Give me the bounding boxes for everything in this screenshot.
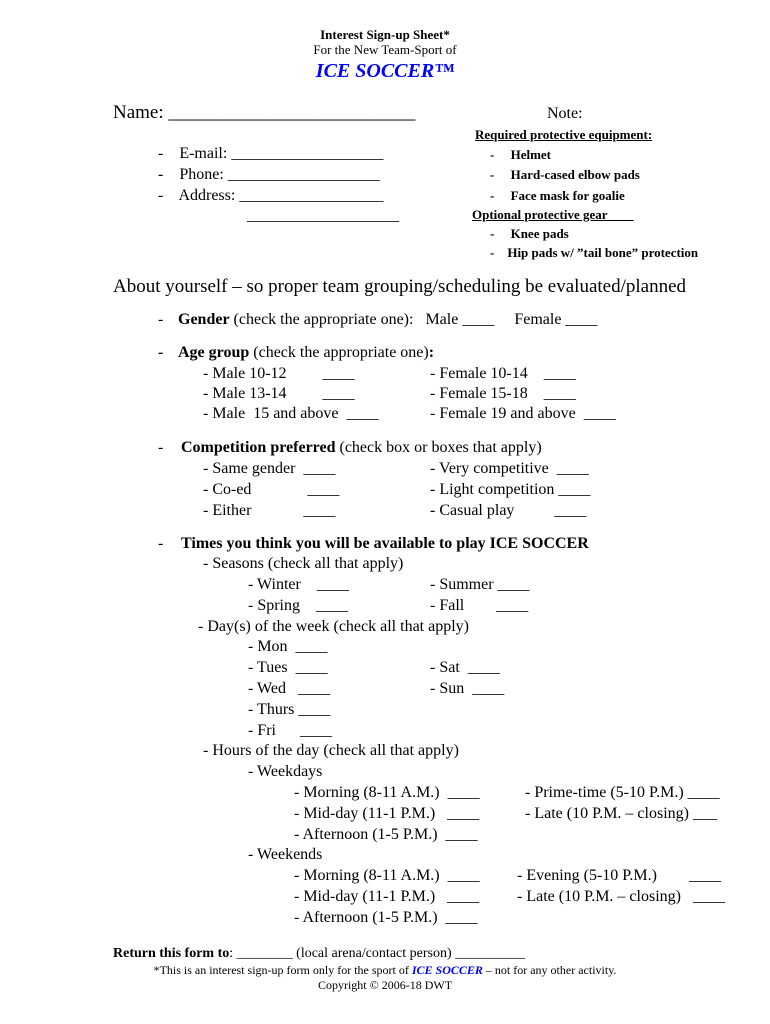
weekend-afternoon[interactable]: - Afternoon (1-5 P.M.) ____ [294,909,478,926]
gender-dash: - [158,311,164,328]
disclaimer-sport: ICE SOCCER [411,963,483,977]
required-item-elbow-pads: - Hard-cased elbow pads [490,167,640,182]
weekend-morning[interactable]: - Morning (8-11 A.M.) ____ [294,867,480,884]
competition-light[interactable]: - Light competition ____ [430,481,591,498]
day-mon[interactable]: - Mon ____ [248,638,328,655]
season-winter[interactable]: - Winter ____ [248,576,349,593]
required-item-face-mask: - Face mask for goalie [490,188,625,203]
optional-item-hip-pads: - Hip pads w/ ”tail bone” protection [490,245,699,260]
age-group-colon: : [428,344,435,361]
copyright: Copyright © 2006-18 DWT [317,978,453,992]
age-female-10-14[interactable]: - Female 10-14 ____ [430,365,576,382]
age-male-15-plus[interactable]: - Male 15 and above ____ [203,405,379,422]
gender-label: Gender [178,311,230,328]
weekday-mid-day[interactable]: - Mid-day (11-1 P.M.) ____ [294,805,480,822]
required-equipment-heading: Required protective equipment: [475,127,653,142]
competition-same-gender[interactable]: - Same gender ____ [203,460,336,477]
season-summer[interactable]: - Summer ____ [430,576,530,593]
age-dash: - [158,344,164,361]
sport-name: ICE SOCCER™ [315,60,455,82]
form-subtitle: For the New Team-Sport of [313,42,457,57]
name-field[interactable]: Name: __________________________ [113,102,416,123]
weekend-mid-day[interactable]: - Mid-day (11-1 P.M.) ____ [294,888,480,905]
weekday-afternoon[interactable]: - Afternoon (1-5 P.M.) ____ [294,826,478,843]
competition-very[interactable]: - Very competitive ____ [430,460,589,477]
optional-gear-heading: Optional protective gear____ [472,207,634,222]
hours-label: - Hours of the day (check all that apply) [203,742,459,759]
disclaimer-note: *This is an interest sign-up form only for the sport of ICE SOCCER – not for any other activity. [153,963,617,977]
age-female-19-plus[interactable]: - Female 19 and above ____ [430,405,616,422]
return-label: Return this form to [113,946,230,961]
day-tues[interactable]: - Tues ____ [248,659,328,676]
gender-options: (check the appropriate one): Male ____ Female ____ [229,311,598,328]
times-heading: Times you think you will be available to play ICE SOCCER [181,535,589,552]
weekday-morning[interactable]: - Morning (8-11 A.M.) ____ [294,784,480,801]
age-group-label: Age group [178,344,250,361]
address-line-2[interactable]: ___________________ [247,207,399,224]
day-wed[interactable]: - Wed ____ [248,680,330,697]
weekend-late[interactable]: - Late (10 P.M. – closing) ____ [517,888,725,905]
gender-question[interactable] [178,311,597,329]
day-sat[interactable]: - Sat ____ [430,659,500,676]
weekday-late[interactable]: - Late (10 P.M. – closing) ___ [525,805,717,822]
seasons-label: - Seasons (check all that apply) [203,555,404,572]
phone-field[interactable]: - Phone: ___________________ [158,166,380,183]
optional-gear-underscore: ____ [607,207,634,222]
season-spring[interactable]: - Spring ____ [248,597,348,614]
competition-dash: - [158,439,164,456]
weekdays-label: - Weekdays [248,763,323,780]
weekday-prime-time[interactable]: - Prime-time (5-10 P.M.) ____ [525,784,720,801]
day-thurs[interactable]: - Thurs ____ [248,701,331,718]
required-item-helmet: - Helmet [490,147,552,162]
optional-item-knee-pads: - Knee pads [490,226,569,241]
weekend-evening[interactable]: - Evening (5-10 P.M.) ____ [517,867,721,884]
age-male-13-14[interactable]: - Male 13-14 ____ [203,385,355,402]
day-sun[interactable]: - Sun ____ [430,680,505,697]
season-fall[interactable]: - Fall ____ [430,597,529,614]
return-form-line[interactable] [113,946,525,962]
times-dash: - [158,535,164,552]
competition-label: Competition preferred [181,439,336,456]
age-male-10-12[interactable]: - Male 10-12 ____ [203,365,355,382]
days-label: - Day(s) of the week (check all that apply) [198,618,469,635]
competition-instruction: (check box or boxes that apply) [335,439,542,456]
day-fri[interactable]: - Fri ____ [248,722,332,739]
form-title: Interest Sign-up Sheet* [320,27,450,42]
email-field[interactable]: - E-mail: ___________________ [158,145,384,162]
about-heading: About yourself – so proper team grouping/scheduling be evaluated/planned [113,276,687,297]
age-female-15-18[interactable]: - Female 15-18 ____ [430,385,576,402]
competition-either[interactable]: - Either ____ [203,502,336,519]
competition-co-ed[interactable]: - Co-ed ____ [203,481,340,498]
address-field[interactable]: - Address: __________________ [158,187,384,204]
competition-question [181,439,542,457]
age-group-question [178,344,434,362]
age-group-instruction: (check the appropriate one) [249,344,429,361]
return-text: : ________ (local arena/contact person) __________ [229,946,526,961]
competition-casual[interactable]: - Casual play ____ [430,502,587,519]
weekends-label: - Weekends [248,846,323,863]
note-title: Note: [547,105,583,122]
